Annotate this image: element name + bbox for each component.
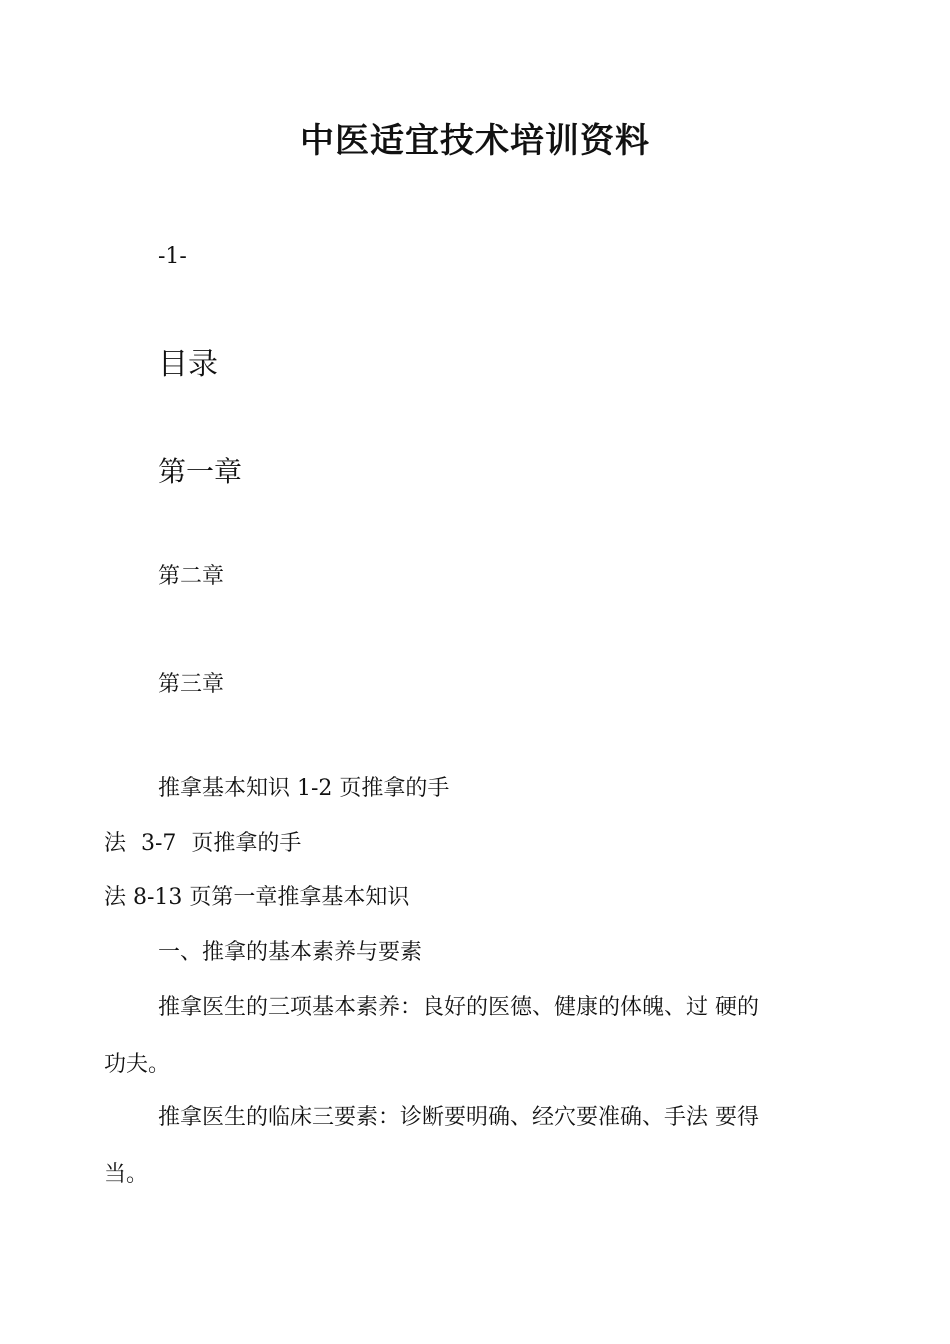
toc-chapter-2: 第二章 (158, 564, 225, 589)
body-line-2: 法 3-7 页推拿的手 (104, 831, 302, 856)
toc-heading: 目录 (158, 347, 218, 382)
page-marker: -1- (158, 244, 187, 269)
toc-chapter-3: 第三章 (158, 672, 225, 697)
body-line-1: 推拿基本知识 1-2 页推拿的手 (158, 776, 450, 801)
document-title: 中医适宜技术培训资料 (300, 121, 650, 161)
body-line-3: 法 8-13 页第一章推拿基本知识 (104, 885, 410, 910)
toc-chapter-1: 第一章 (158, 455, 243, 488)
body-line-5: 推拿医生的三项基本素养：良好的医德、健康的体魄、过 硬的 (158, 995, 759, 1020)
section-heading: 一、推拿的基本素养与要素 (158, 940, 423, 965)
body-line-7: 推拿医生的临床三要素：诊断要明确、经穴要准确、手法 要得 (158, 1105, 759, 1130)
body-line-6: 功夫。 (104, 1052, 171, 1077)
body-line-8: 当。 (104, 1162, 149, 1187)
